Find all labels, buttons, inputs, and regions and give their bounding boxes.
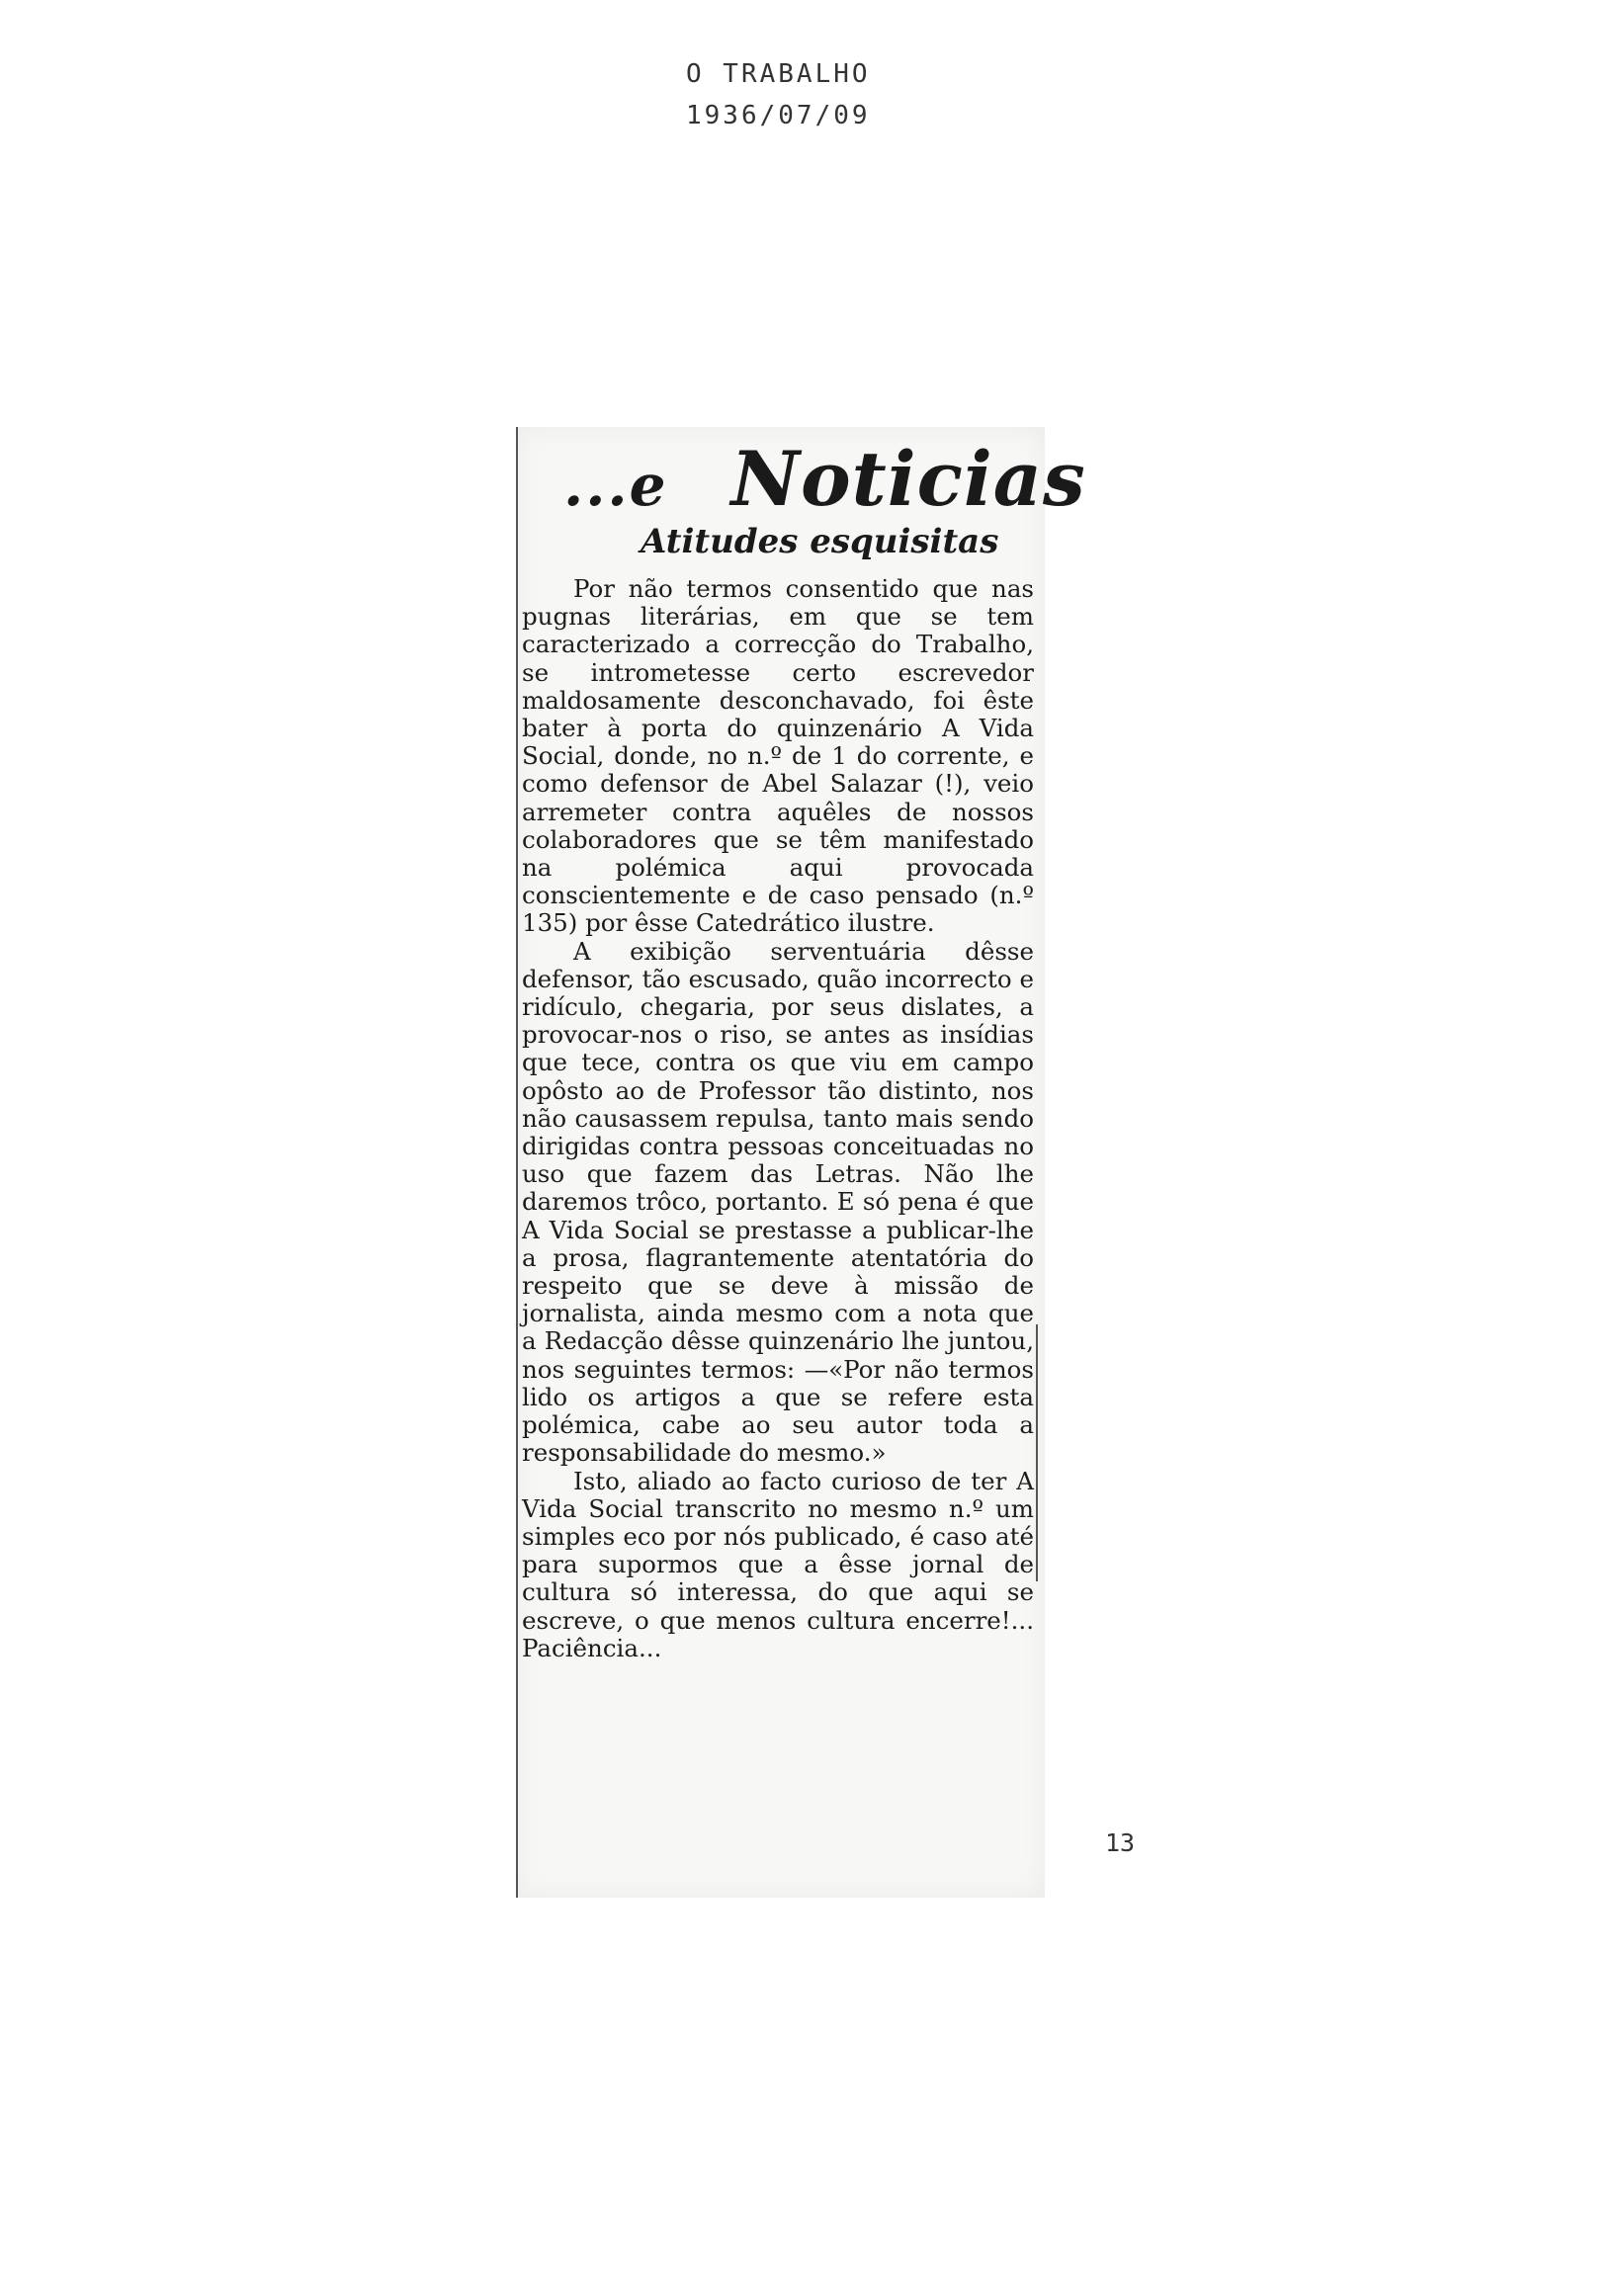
clipping-left-edge bbox=[516, 427, 518, 1898]
article-paragraph-2: A exibição serventuária dêsse defensor, tão escusado, quão incorrecto e ridículo, chegaria, por seus dislates, a provocar-nos o riso, se antes as insídias que tece, contra os que viu em campo opôsto ao de Professor tão distinto, nos não causassem repulsa, tanto mais sendo dirigidas contra pessoas conceituadas no uso que fazem das Letras. Não lhe daremos trôco, portanto. E só pena é que A Vida Social se prestasse a publicar-lhe a prosa, flagrantemente atentatória do respeito que se deve à missão de jornalista, ainda mesmo com a nota que a Redacção dêsse quinzenário lhe juntou, nos seguintes termos: —«Por não termos lido os artigos a que se refere esta polémica, cabe ao seu autor toda a responsabilidade do mesmo.» bbox=[522, 936, 1034, 1468]
publication-name: O TRABALHO bbox=[686, 59, 871, 89]
page-number: 13 bbox=[1105, 1828, 1136, 1857]
publication-date: 1936/07/09 bbox=[686, 101, 871, 130]
article-body bbox=[522, 575, 1034, 1662]
section-title: Noticias bbox=[730, 435, 1086, 523]
section-masthead bbox=[563, 435, 1086, 534]
article-paragraph-3: Isto, aliado ao facto curioso de ter A Vida Social transcrito no mesmo n.º um simples eco por nós publicado, é caso até para supormos que a êsse jornal de cultura só interessa, do que aqui se escreve, o que menos cultura encerre!... Paciência... bbox=[522, 1466, 1034, 1662]
section-prefix: ...e bbox=[563, 452, 668, 519]
article-subtitle: Atitudes esquisitas bbox=[641, 522, 999, 561]
clipping-right-edge bbox=[1036, 1324, 1038, 1581]
article-paragraph-1: Por não termos consentido que nas pugnas literárias, em que se tem caracterizado a correcção do Trabalho, se intrometesse certo escrevedor maldosamente desconchavado, foi êste bater à porta do quinzenário A Vida Social, donde, no n.º de 1 do corrente, e como defensor de Abel Salazar (!), veio arremeter contra aquêles de nossos colaboradores que se têm manifestado na polémica aqui provocada conscientemente e de caso pensado (n.º 135) por êsse Catedrático ilustre. bbox=[522, 574, 1034, 938]
document-header bbox=[686, 53, 871, 136]
